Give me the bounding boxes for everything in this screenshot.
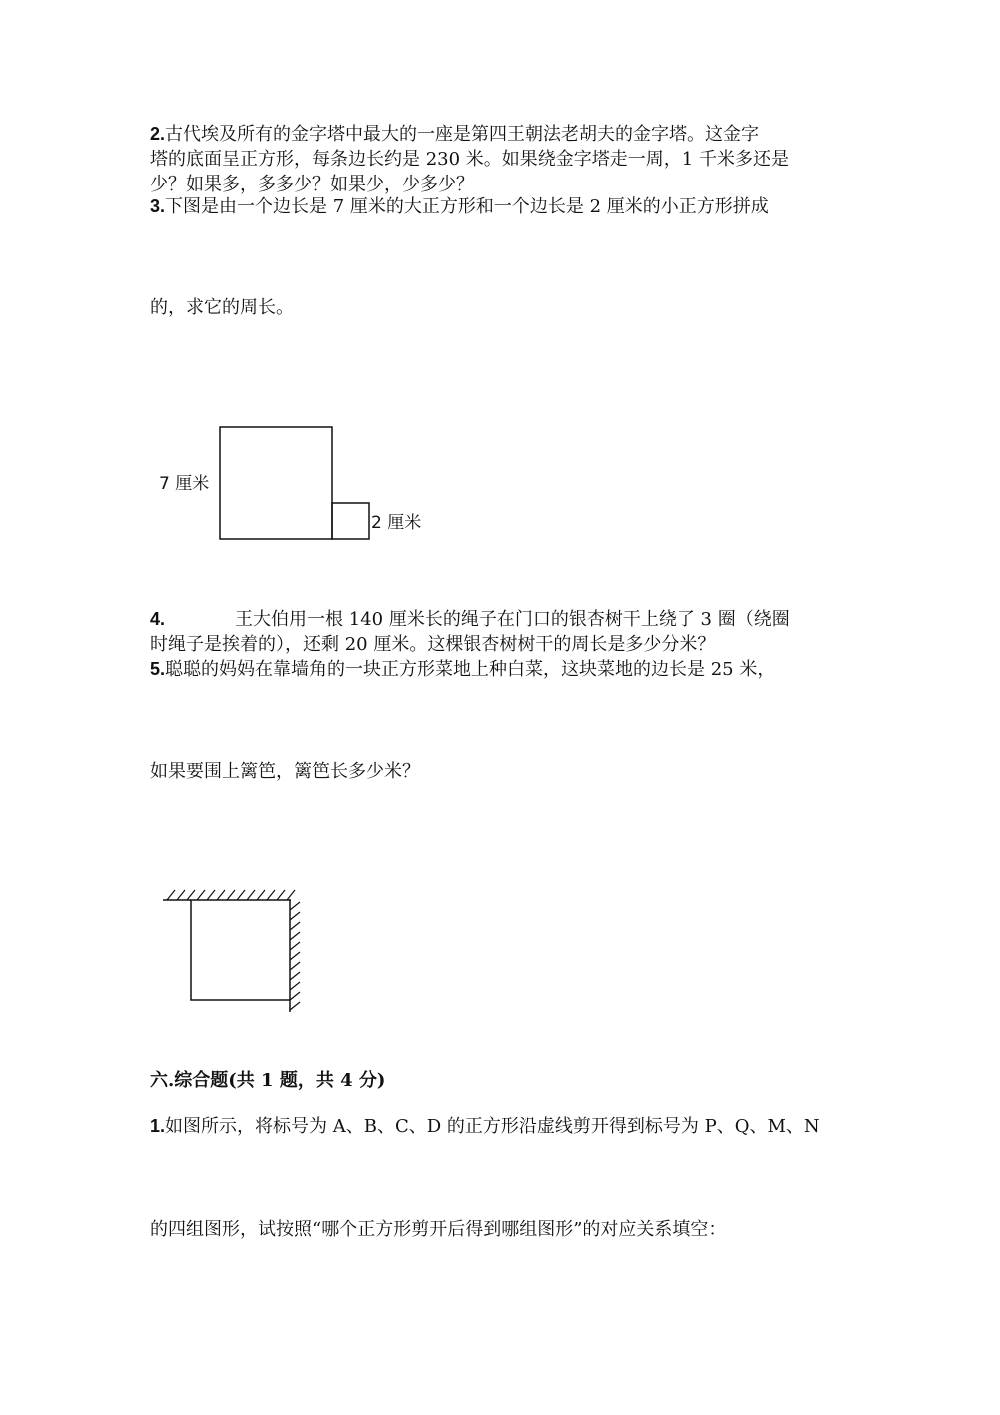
q3-line-2: 的，求它的周长。 — [150, 297, 294, 318]
section-6-title: 六.综合题(共 1 题，共 4 分) — [150, 1070, 386, 1091]
q5-line-2: 如果要围上篱笆，篱笆长多少米？ — [150, 761, 420, 782]
q2-number: 2. — [150, 124, 166, 144]
small-square-label: 2 厘米 — [371, 513, 422, 533]
wall-corner-figure — [155, 880, 315, 1020]
q4-text-1: 王大伯用一根 140 厘米长的绳子在门口的银杏树干上绕了 3 圈（绕圈 — [235, 609, 790, 630]
q4-line-1 — [150, 607, 790, 632]
two-squares-figure — [150, 420, 450, 550]
wall-corner-diagram — [155, 880, 315, 1020]
s6q1-text-1: 如图所示，将标号为 A、B、C、D 的正方形沿虚线剪开得到标号为 P、Q、M、N — [165, 1116, 820, 1137]
q3-text-1: 下图是由一个边长是 7 厘米的大正方形和一个边长是 2 厘米的小正方形拼成 — [165, 196, 769, 217]
q3-line-1 — [150, 194, 769, 219]
q5-number: 5. — [150, 659, 166, 679]
right-wall-hatching — [290, 902, 300, 1010]
q2-line-2: 塔的底面呈正方形，每条边长约是 230 米。如果绕金字塔走一周，1 千米多还是 — [150, 149, 789, 170]
q5-line-1 — [150, 657, 775, 682]
s6q1-line-2: 的四组图形，试按照“哪个正方形剪开后得到哪组图形”的对应关系填空： — [150, 1219, 727, 1240]
q4-number: 4. — [150, 609, 166, 629]
small-square — [332, 503, 369, 539]
big-square — [220, 427, 332, 539]
q2-line-1 — [150, 122, 759, 147]
big-square-label: 7 厘米 — [159, 474, 210, 494]
q2-text-1: 古代埃及所有的金字塔中最大的一座是第四王朝法老胡夫的金字塔。这金字 — [165, 124, 760, 145]
top-wall-hatching — [167, 890, 295, 900]
q3-number: 3. — [150, 196, 166, 216]
q4-line-2: 时绳子是挨着的），还剩 20 厘米。这棵银杏树树干的周长是多少分米？ — [150, 634, 716, 655]
q5-text-1: 聪聪的妈妈在靠墙角的一块正方形菜地上种白菜，这块菜地的边长是 25 米， — [165, 659, 776, 680]
s6q1-line-1 — [150, 1114, 820, 1139]
s6q1-number: 1. — [150, 1116, 166, 1136]
square-field — [191, 900, 290, 1000]
q2-line-3: 少？如果多，多多少？如果少，少多少？ — [150, 174, 474, 195]
